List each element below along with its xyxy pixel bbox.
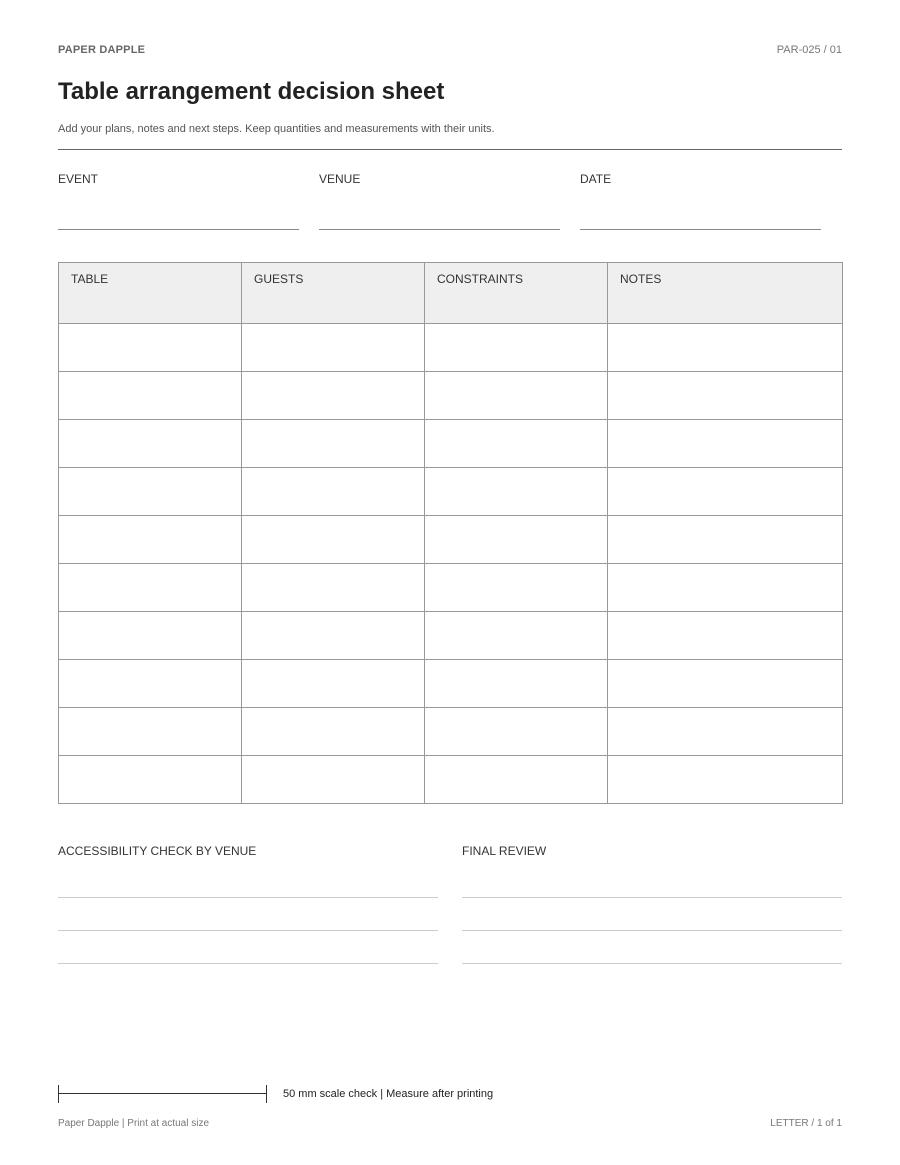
- table-cell-notes[interactable]: [608, 708, 843, 756]
- table-cell-table[interactable]: [59, 468, 242, 516]
- footer-left-text: Paper Dapple | Print at actual size: [58, 1118, 210, 1129]
- table-cell-table[interactable]: [59, 324, 242, 372]
- table-row: [59, 564, 843, 612]
- table-cell-table[interactable]: [59, 612, 242, 660]
- page-subtitle: Add your plans, notes and next steps. Keep quantities and measurements with their units.: [58, 123, 495, 135]
- table-cell-constraints[interactable]: [425, 660, 608, 708]
- date-field[interactable]: [580, 172, 821, 230]
- column-header-table: TABLE: [59, 263, 242, 324]
- table-cell-table[interactable]: [59, 372, 242, 420]
- table-cell-guests[interactable]: [242, 708, 425, 756]
- date-field-line[interactable]: [580, 229, 821, 230]
- accessibility-write-line[interactable]: [58, 963, 438, 964]
- table-cell-constraints[interactable]: [425, 516, 608, 564]
- scale-bar-line: [58, 1093, 267, 1094]
- table-cell-notes[interactable]: [608, 756, 843, 804]
- table-cell-table[interactable]: [59, 708, 242, 756]
- event-field-line[interactable]: [58, 229, 299, 230]
- accessibility-check-section: [58, 844, 438, 858]
- table-row: [59, 468, 843, 516]
- table-header-row: [59, 263, 843, 324]
- scale-bar: [58, 1085, 267, 1103]
- final-review-section: [462, 844, 842, 858]
- table-cell-notes[interactable]: [608, 420, 843, 468]
- column-header-notes: NOTES: [608, 263, 843, 324]
- final-review-write-line[interactable]: [462, 930, 842, 931]
- table-cell-constraints[interactable]: [425, 564, 608, 612]
- page-title: Table arrangement decision sheet: [58, 78, 445, 105]
- table-cell-constraints[interactable]: [425, 324, 608, 372]
- table-row: [59, 516, 843, 564]
- event-field-label: EVENT: [58, 172, 99, 186]
- final-review-write-line[interactable]: [462, 963, 842, 964]
- table-cell-table[interactable]: [59, 564, 242, 612]
- table-cell-constraints[interactable]: [425, 468, 608, 516]
- table-cell-constraints[interactable]: [425, 420, 608, 468]
- table-row: [59, 612, 843, 660]
- table-cell-constraints[interactable]: [425, 756, 608, 804]
- final-review-label: FINAL REVIEW: [462, 844, 547, 858]
- table-cell-guests[interactable]: [242, 420, 425, 468]
- table-cell-guests[interactable]: [242, 660, 425, 708]
- final-review-write-line[interactable]: [462, 897, 842, 898]
- table-cell-guests[interactable]: [242, 468, 425, 516]
- table-cell-notes[interactable]: [608, 324, 843, 372]
- accessibility-write-line[interactable]: [58, 930, 438, 931]
- scale-bar-start-tick: [58, 1085, 59, 1103]
- table-row: [59, 708, 843, 756]
- venue-field-line[interactable]: [319, 229, 560, 230]
- table-cell-constraints[interactable]: [425, 612, 608, 660]
- table-cell-notes[interactable]: [608, 516, 843, 564]
- title-divider: [58, 149, 842, 150]
- date-field-label: DATE: [580, 172, 612, 186]
- column-header-guests: GUESTS: [242, 263, 425, 324]
- table-row: [59, 372, 843, 420]
- table-cell-table[interactable]: [59, 420, 242, 468]
- table-cell-notes[interactable]: [608, 612, 843, 660]
- venue-field[interactable]: [319, 172, 560, 230]
- table-cell-notes[interactable]: [608, 372, 843, 420]
- footer-page-info: LETTER / 1 of 1: [770, 1118, 842, 1129]
- document-code: PAR-025 / 01: [776, 44, 842, 56]
- table-cell-guests[interactable]: [242, 516, 425, 564]
- table-cell-constraints[interactable]: [425, 372, 608, 420]
- scale-bar-end-tick: [266, 1085, 267, 1103]
- table-cell-table[interactable]: [59, 660, 242, 708]
- brand-name: PAPER DAPPLE: [58, 44, 146, 56]
- table-cell-constraints[interactable]: [425, 708, 608, 756]
- event-field[interactable]: [58, 172, 299, 230]
- table-cell-notes[interactable]: [608, 468, 843, 516]
- table-row: [59, 756, 843, 804]
- column-header-constraints: CONSTRAINTS: [425, 263, 608, 324]
- table-cell-table[interactable]: [59, 516, 242, 564]
- accessibility-check-label: ACCESSIBILITY CHECK BY VENUE: [58, 844, 257, 858]
- table-cell-notes[interactable]: [608, 564, 843, 612]
- table-cell-guests[interactable]: [242, 324, 425, 372]
- accessibility-write-line[interactable]: [58, 897, 438, 898]
- venue-field-label: VENUE: [319, 172, 361, 186]
- table-row: [59, 324, 843, 372]
- table-cell-notes[interactable]: [608, 660, 843, 708]
- table-row: [59, 660, 843, 708]
- table-cell-guests[interactable]: [242, 372, 425, 420]
- scale-caption: 50 mm scale check | Measure after printing: [283, 1088, 494, 1100]
- table-cell-guests[interactable]: [242, 564, 425, 612]
- table-cell-table[interactable]: [59, 756, 242, 804]
- arrangement-table: [58, 262, 843, 804]
- table-row: [59, 420, 843, 468]
- table-cell-guests[interactable]: [242, 612, 425, 660]
- table-cell-guests[interactable]: [242, 756, 425, 804]
- table-body: [59, 324, 843, 804]
